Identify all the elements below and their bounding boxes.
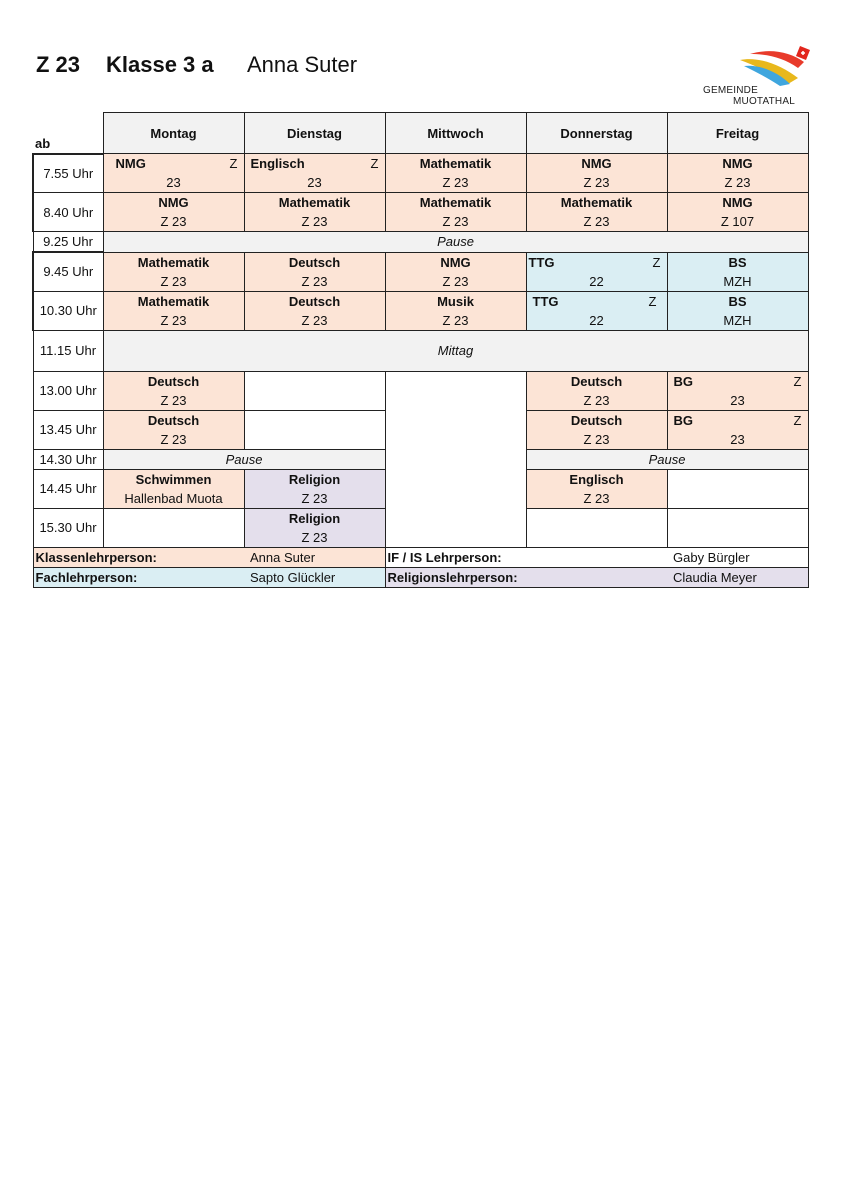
period-row — [33, 272, 808, 292]
lesson-room: MZH — [667, 272, 808, 292]
day-header-monday: Montag — [103, 113, 244, 154]
lesson-room: 23 — [103, 173, 244, 193]
lesson-room: Z 23 — [244, 528, 385, 548]
lesson-room: 22 — [526, 311, 667, 331]
empty-cell — [667, 469, 808, 508]
time-label: 10.30 Uhr — [33, 291, 103, 330]
lesson-room: Z 107 — [667, 212, 808, 232]
teacher-name: Anna Suter — [247, 52, 358, 77]
lesson-subject: NMG — [667, 193, 808, 213]
logo-graphic — [700, 44, 812, 88]
footer-subject-teacher-value: Sapto Glückler — [244, 567, 385, 587]
lesson-subject: Mathematik — [103, 252, 244, 272]
period-row — [33, 291, 808, 311]
lesson-subject: Deutsch — [244, 252, 385, 272]
lesson-room: Z 23 — [526, 173, 667, 193]
lesson-subject: Mathematik — [385, 193, 526, 213]
lunch-row — [33, 330, 808, 371]
lesson-room: Z 23 — [385, 272, 526, 292]
lesson-room: Z 23 — [103, 311, 244, 331]
period-row — [33, 193, 808, 213]
time-label: 13.45 Uhr — [33, 410, 103, 449]
footer-subject-teacher-label: Fachlehrperson: — [33, 567, 244, 587]
lesson-room: 23 — [667, 391, 808, 411]
lesson-subject: Musik — [385, 291, 526, 311]
lesson-room: Z 23 — [103, 430, 244, 450]
lesson-room: 22 — [526, 272, 667, 292]
logo-text-muotathal: MUOTATHAL — [733, 96, 795, 107]
lesson-room: Z 23 — [244, 272, 385, 292]
footer-religion-teacher-value: Claudia Meyer — [667, 567, 808, 587]
time-label: 11.15 Uhr — [33, 330, 103, 371]
lesson-subject: BG — [667, 371, 767, 391]
time-label: 13.00 Uhr — [33, 371, 103, 410]
lesson-subject: Deutsch — [244, 291, 385, 311]
empty-cell — [526, 508, 667, 547]
lesson-subject: NMG — [526, 154, 667, 174]
lesson-room: Z 23 — [526, 212, 667, 232]
lesson-subject: NMG — [667, 154, 808, 174]
lesson-room: Z 23 — [103, 212, 244, 232]
lesson-room: Z 23 — [385, 173, 526, 193]
empty-cell — [385, 371, 526, 547]
lesson-room: Z 23 — [526, 489, 667, 509]
header-row — [33, 113, 808, 154]
lesson-subject: BG — [667, 410, 767, 430]
lesson-z-mark: Z — [203, 154, 244, 174]
footer-row — [33, 567, 808, 587]
lesson-z-mark: Z — [626, 252, 667, 272]
period-row — [33, 252, 808, 272]
lesson-room: Z 23 — [385, 212, 526, 232]
lesson-room: Z 23 — [103, 272, 244, 292]
lesson-subject: Mathematik — [103, 291, 244, 311]
time-label: 15.30 Uhr — [33, 508, 103, 547]
day-header-friday: Freitag — [667, 113, 808, 154]
lesson-room: Z 23 — [103, 391, 244, 411]
empty-cell — [244, 371, 385, 410]
lesson-room: Z 23 — [667, 173, 808, 193]
empty-cell — [103, 508, 244, 547]
lesson-room: Hallenbad Muota — [103, 489, 244, 509]
corner-label: ab — [33, 113, 103, 154]
day-header-wednesday: Mittwoch — [385, 113, 526, 154]
time-label: 8.40 Uhr — [33, 193, 103, 232]
room-code: Z 23 — [36, 52, 81, 77]
period-row — [33, 173, 808, 193]
time-label: 7.55 Uhr — [33, 154, 103, 193]
time-label: 14.45 Uhr — [33, 469, 103, 508]
lesson-z-mark: Z — [767, 410, 808, 430]
lesson-subject: NMG — [385, 252, 526, 272]
lesson-z-mark: Z — [344, 154, 385, 174]
empty-cell — [667, 508, 808, 547]
footer-ifis-value: Gaby Bürgler — [667, 547, 808, 567]
lesson-room: Z 23 — [385, 311, 526, 331]
lesson-subject: Schwimmen — [103, 469, 244, 489]
pause-label: Pause — [526, 449, 808, 469]
day-header-tuesday: Dienstag — [244, 113, 385, 154]
lesson-subject: BS — [667, 291, 808, 311]
lesson-subject: Mathematik — [385, 154, 526, 174]
lesson-subject: NMG — [103, 193, 244, 213]
lesson-z-mark: Z — [767, 371, 808, 391]
lesson-z-mark: Z — [626, 291, 667, 311]
lesson-subject: Deutsch — [526, 371, 667, 391]
period-row — [33, 371, 808, 391]
footer-class-teacher-label: Klassenlehrperson: — [33, 547, 244, 567]
lesson-subject: Deutsch — [103, 371, 244, 391]
empty-cell — [244, 410, 385, 449]
gemeinde-logo — [700, 44, 812, 110]
lesson-subject: Englisch — [244, 154, 344, 174]
lesson-subject: Deutsch — [103, 410, 244, 430]
lunch-label: Mittag — [103, 330, 808, 371]
day-header-thursday: Donnerstag — [526, 113, 667, 154]
lesson-subject: Religion — [244, 508, 385, 528]
time-label: 9.25 Uhr — [33, 232, 103, 253]
footer-class-teacher-value: Anna Suter — [244, 547, 385, 567]
lesson-subject: Religion — [244, 469, 385, 489]
footer-row — [33, 547, 808, 567]
lesson-subject: BS — [667, 252, 808, 272]
lesson-room: Z 23 — [244, 212, 385, 232]
lesson-room: Z 23 — [526, 391, 667, 411]
footer-religion-teacher-label: Religionslehrperson: — [385, 567, 667, 587]
lesson-room: 23 — [667, 430, 808, 450]
time-label: 9.45 Uhr — [33, 252, 103, 291]
footer-ifis-label: IF / IS Lehrperson: — [385, 547, 667, 567]
logo-text-gemeinde: GEMEINDE — [703, 85, 758, 96]
lesson-room: Z 23 — [526, 430, 667, 450]
lesson-subject: Mathematik — [244, 193, 385, 213]
period-row — [33, 212, 808, 232]
lesson-subject: Mathematik — [526, 193, 667, 213]
lesson-subject: NMG — [103, 154, 203, 174]
lesson-subject: TTG — [526, 291, 626, 311]
class-name: Klasse 3 a — [106, 52, 214, 77]
period-row — [33, 154, 808, 174]
period-row — [33, 311, 808, 331]
lesson-subject: TTG — [526, 252, 626, 272]
pause-label: Pause — [103, 449, 385, 469]
lesson-room: Z 23 — [244, 311, 385, 331]
pause-row — [33, 232, 808, 253]
time-label: 14.30 Uhr — [33, 449, 103, 469]
lesson-room: 23 — [244, 173, 385, 193]
pause-label: Pause — [103, 232, 808, 253]
lesson-subject: Deutsch — [526, 410, 667, 430]
lesson-room: Z 23 — [244, 489, 385, 509]
lesson-subject: Englisch — [526, 469, 667, 489]
timetable — [32, 112, 809, 588]
lesson-room: MZH — [667, 311, 808, 331]
